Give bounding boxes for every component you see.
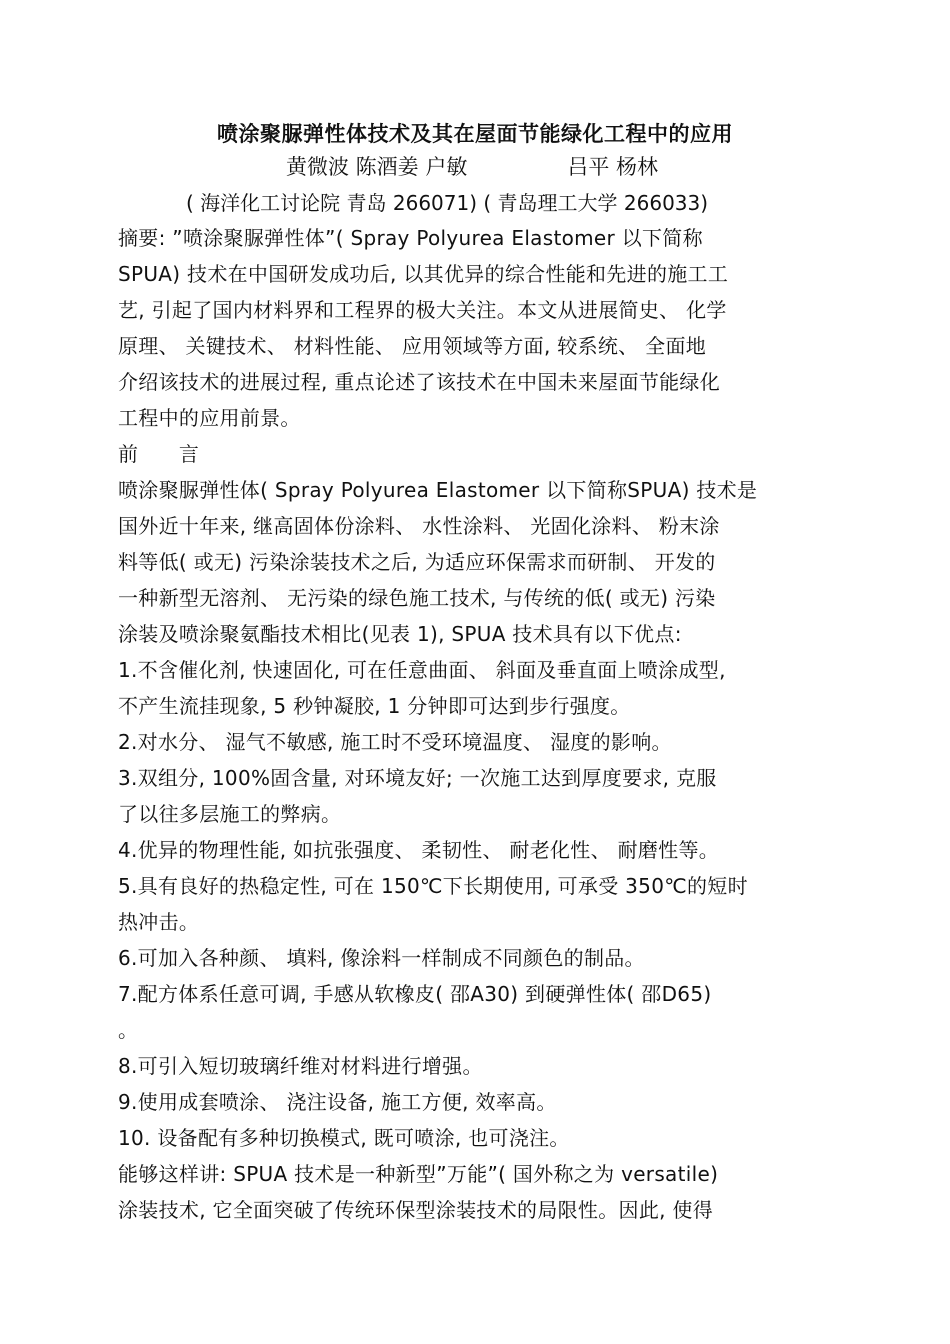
text-line: SPUA) 技术在中国研发成功后, 以其优异的综合性能和先进的施工工 [118,262,729,286]
text-line: 摘要: ”喷涂聚脲弹性体”( Spray Polyurea Elastomer 以下简称 [118,226,703,250]
author-group-1: 黄微波 陈酒姜 户敏 [286,155,468,179]
list-item: 9.使用成套喷涂、 浇注设备, 施工方便, 效率高。 [118,1090,557,1114]
list-item-continuation: 了以往多层施工的弊病。 [118,802,342,826]
text-line: 能够这样讲: SPUA 技术是一种新型”万能”( 国外称之为 versatile) [118,1162,719,1186]
list-item-continuation: 热冲击。 [118,910,200,934]
text-line: 一种新型无溶剂、 无污染的绿色施工技术, 与传统的低( 或无) 污染 [118,586,716,610]
text-line: 介绍该技术的进展过程, 重点论述了该技术在中国未来屋面节能绿化 [118,370,721,394]
list-item: 2.对水分、 湿气不敏感, 施工时不受环境温度、 湿度的影响。 [118,730,672,754]
text-line: 涂装及喷涂聚氨酯技术相比(见表 1), SPUA 技术具有以下优点: [118,622,682,646]
list-item: 5.具有良好的热稳定性, 可在 150℃下长期使用, 可承受 350℃的短时 [118,874,748,898]
author-line [286,151,658,181]
list-item: 3.双组分, 100%固含量, 对环境友好; 一次施工达到厚度要求, 克服 [118,766,717,790]
section-heading: 前 言 [118,442,200,466]
document-body [118,220,838,1228]
list-item: 8.可引入短切玻璃纤维对材料进行增强。 [118,1054,483,1078]
text-line: 工程中的应用前景。 [118,406,301,430]
text-line: 原理、 关键技术、 材料性能、 应用领域等方面, 较系统、 全面地 [118,334,707,358]
list-item-continuation: 不产生流挂现象, 5 秒钟凝胶, 1 分钟即可达到步行强度。 [118,694,631,718]
list-item: 4.优异的物理性能, 如抗张强度、 柔韧性、 耐老化性、 耐磨性等。 [118,838,720,862]
document-title: 喷涂聚脲弹性体技术及其在屋面节能绿化工程中的应用 [217,122,733,146]
list-item: 7.配方体系任意可调, 手感从软橡皮( 邵A30) 到硬弹性体( 邵D65) [118,982,712,1006]
affiliation-line: ( 海洋化工讨论院 青岛 266071) ( 青岛理工大学 266033) [186,191,709,215]
text-line: 国外近十年来, 继高固体份涂料、 水性涂料、 光固化涂料、 粉末涂 [118,514,720,538]
text-line: 涂装技术, 它全面突破了传统环保型涂装技术的局限性。因此, 使得 [118,1198,714,1222]
text-line: 艺, 引起了国内材料界和工程界的极大关注。本文从进展简史、 化学 [118,298,727,322]
list-item: 6.可加入各种颜、 填料, 像涂料一样制成不同颜色的制品。 [118,946,645,970]
author-group-2: 吕平 杨林 [567,155,659,179]
list-item-continuation: 。 [118,1018,139,1042]
text-line: 料等低( 或无) 污染涂装技术之后, 为适应环保需求而研制、 开发的 [118,550,716,574]
text-line: 喷涂聚脲弹性体( Spray Polyurea Elastomer 以下简称SPUA) 技术是 [118,478,758,502]
list-item: 1.不含催化剂, 快速固化, 可在任意曲面、 斜面及垂直面上喷涂成型, [118,658,726,682]
list-item: 10. 设备配有多种切换模式, 既可喷涂, 也可浇注。 [118,1126,570,1150]
